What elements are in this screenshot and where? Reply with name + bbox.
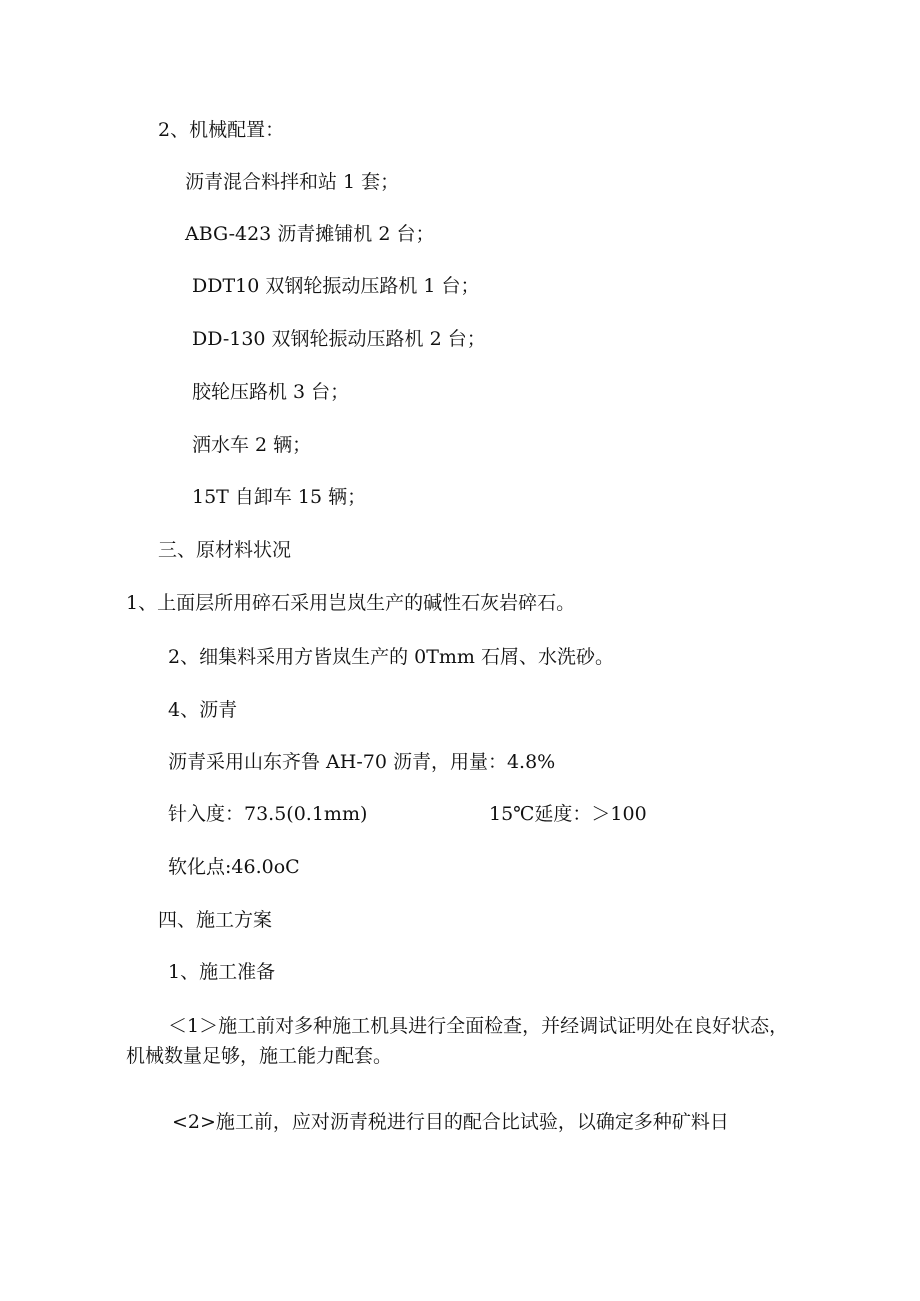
asphalt-spec-source: 沥青采用山东齐鲁 AH-70 沥青，用量：4.8% <box>168 751 556 773</box>
preparation-paragraph-2: <2>施工前，应对沥青税进行目的配合比试验，以确定多种矿料日 <box>172 1111 729 1133</box>
equipment-item-mixing-plant: 沥青混合料拌和站 1 套； <box>185 171 400 193</box>
section-construction-plan-heading: 四、施工方案 <box>158 909 273 931</box>
asphalt-spec-penetration: 针入度：73.5(0.1mm) <box>168 803 368 825</box>
equipment-item-dd130-roller: DD-130 双钢轮振动压路机 2 台； <box>192 328 486 350</box>
equipment-item-tire-roller: 胶轮压路机 3 台； <box>192 381 350 403</box>
asphalt-spec-softening-point: 软化点:46.0oC <box>168 856 300 878</box>
equipment-item-paver: ABG-423 沥青摊铺机 2 台； <box>185 223 435 245</box>
material-item-gravel: 1、上面层所用碎石采用岂岚生产的碱性石灰岩碎石。 <box>126 592 576 614</box>
section-machinery-heading: 2、机械配置： <box>158 119 285 141</box>
material-item-asphalt-heading: 4、沥青 <box>168 699 238 721</box>
asphalt-spec-ductility: 15℃延度：＞100 <box>489 803 647 825</box>
material-item-fine-aggregate: 2、细集料采用方皆岚生产的 0Tmm 石屑、水洗砂。 <box>168 646 614 668</box>
section-raw-materials-heading: 三、原材料状况 <box>158 539 292 561</box>
preparation-paragraph-1: ＜1＞施工前对多种施工机具进行全面检查，并经调试证明处在良好状态，机械数量足够，施工能力配套。 <box>126 1015 789 1067</box>
equipment-item-ddt10-roller: DDT10 双钢轮振动压路机 1 台； <box>192 275 480 297</box>
equipment-item-water-truck: 洒水车 2 辆； <box>192 434 312 456</box>
subsection-preparation-heading: 1、施工准备 <box>168 961 276 983</box>
equipment-item-dump-truck: 15T 自卸车 15 辆； <box>192 486 367 508</box>
